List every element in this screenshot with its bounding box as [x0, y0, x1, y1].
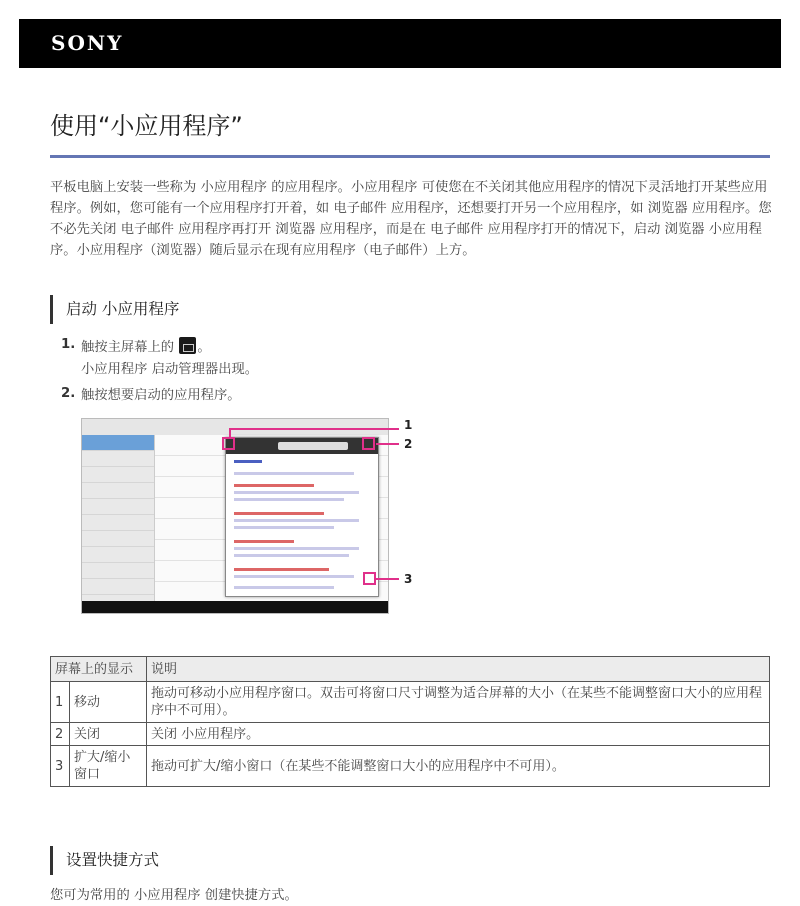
small-app-browser-window [225, 437, 379, 597]
section-heading-launch: 启动 小应用程序 [50, 295, 179, 324]
table-cell-num: 3 [51, 746, 70, 787]
screenshot-navbar [82, 601, 388, 613]
callout-line-1-drop [229, 428, 231, 438]
screenshot-sidebar [82, 435, 155, 601]
table-cell-name: 移动 [70, 682, 147, 723]
small-app-window-bar [226, 438, 378, 454]
page-title: 使用“小应用程序” [50, 112, 243, 140]
callout-line-2 [376, 443, 399, 445]
intro-paragraph: 平板电脑上安装一些称为 小应用程序 的应用程序。小应用程序 可使您在不关闭其他应用程序的情况下灵活地打开某些应用程序。例如，您可能有一个应用程序打开着，如 电子邮件 应用程序，还想要打开另一个应用程序，如 浏览器 应用程序。您不必先关闭 电子邮件 应用程序再打开 浏览器 应用程序，而是在 电子邮件 应用程序打开的情况下，启动 浏览器 小应用程序。小应用程序（浏览器）随后显示在现有应用程序（电子邮件）上方。 [50, 180, 772, 258]
table-row [51, 723, 770, 746]
step-2-text: 触按想要启动的应用程序。 [81, 388, 241, 403]
step-1-text-after: 。 [197, 340, 211, 355]
step-1-note: 小应用程序 启动管理器出现。 [81, 362, 259, 377]
table-row [51, 682, 770, 723]
small-app-screenshot [81, 418, 389, 614]
step-1-text-before: 触按主屏幕上的 [81, 340, 175, 355]
table-header-display: 屏幕上的显示 [51, 657, 147, 682]
shortcut-paragraph: 您可为常用的 小应用程序 创建快捷方式。 [50, 888, 298, 903]
callout-label-2: 2 [404, 437, 413, 451]
step-1-number: 1. [61, 337, 76, 352]
section-heading-shortcut: 设置快捷方式 [50, 846, 159, 875]
callout-line-1 [229, 428, 399, 430]
move-handle-highlight [222, 437, 235, 450]
step-2-number: 2. [61, 386, 76, 401]
table-row [51, 746, 770, 787]
table-cell-desc: 拖动可移动小应用程序窗口。双击可将窗口尺寸调整为适合屏幕的大小（在某些不能调整窗口大小的应用程序中不可用）。 [147, 682, 770, 723]
callout-line-3 [376, 578, 399, 580]
small-apps-icon [179, 337, 196, 354]
table-header-row [51, 657, 770, 682]
callout-label-1: 1 [404, 418, 413, 432]
callout-label-3: 3 [404, 572, 413, 586]
resize-handle-highlight [363, 572, 376, 585]
table-cell-num: 1 [51, 682, 70, 723]
step-1-text [81, 337, 211, 358]
close-button-highlight [362, 437, 375, 450]
table-cell-name: 扩大/缩小窗口 [70, 746, 147, 787]
header-bar [19, 19, 781, 68]
table-cell-num: 2 [51, 723, 70, 746]
display-description-table [50, 656, 770, 787]
sony-logo: SONY [51, 31, 124, 55]
table-cell-desc: 关闭 小应用程序。 [147, 723, 770, 746]
title-divider [50, 155, 770, 158]
table-header-description: 说明 [147, 657, 770, 682]
table-cell-desc: 拖动可扩大/缩小窗口（在某些不能调整窗口大小的应用程序中不可用）。 [147, 746, 770, 787]
table-cell-name: 关闭 [70, 723, 147, 746]
